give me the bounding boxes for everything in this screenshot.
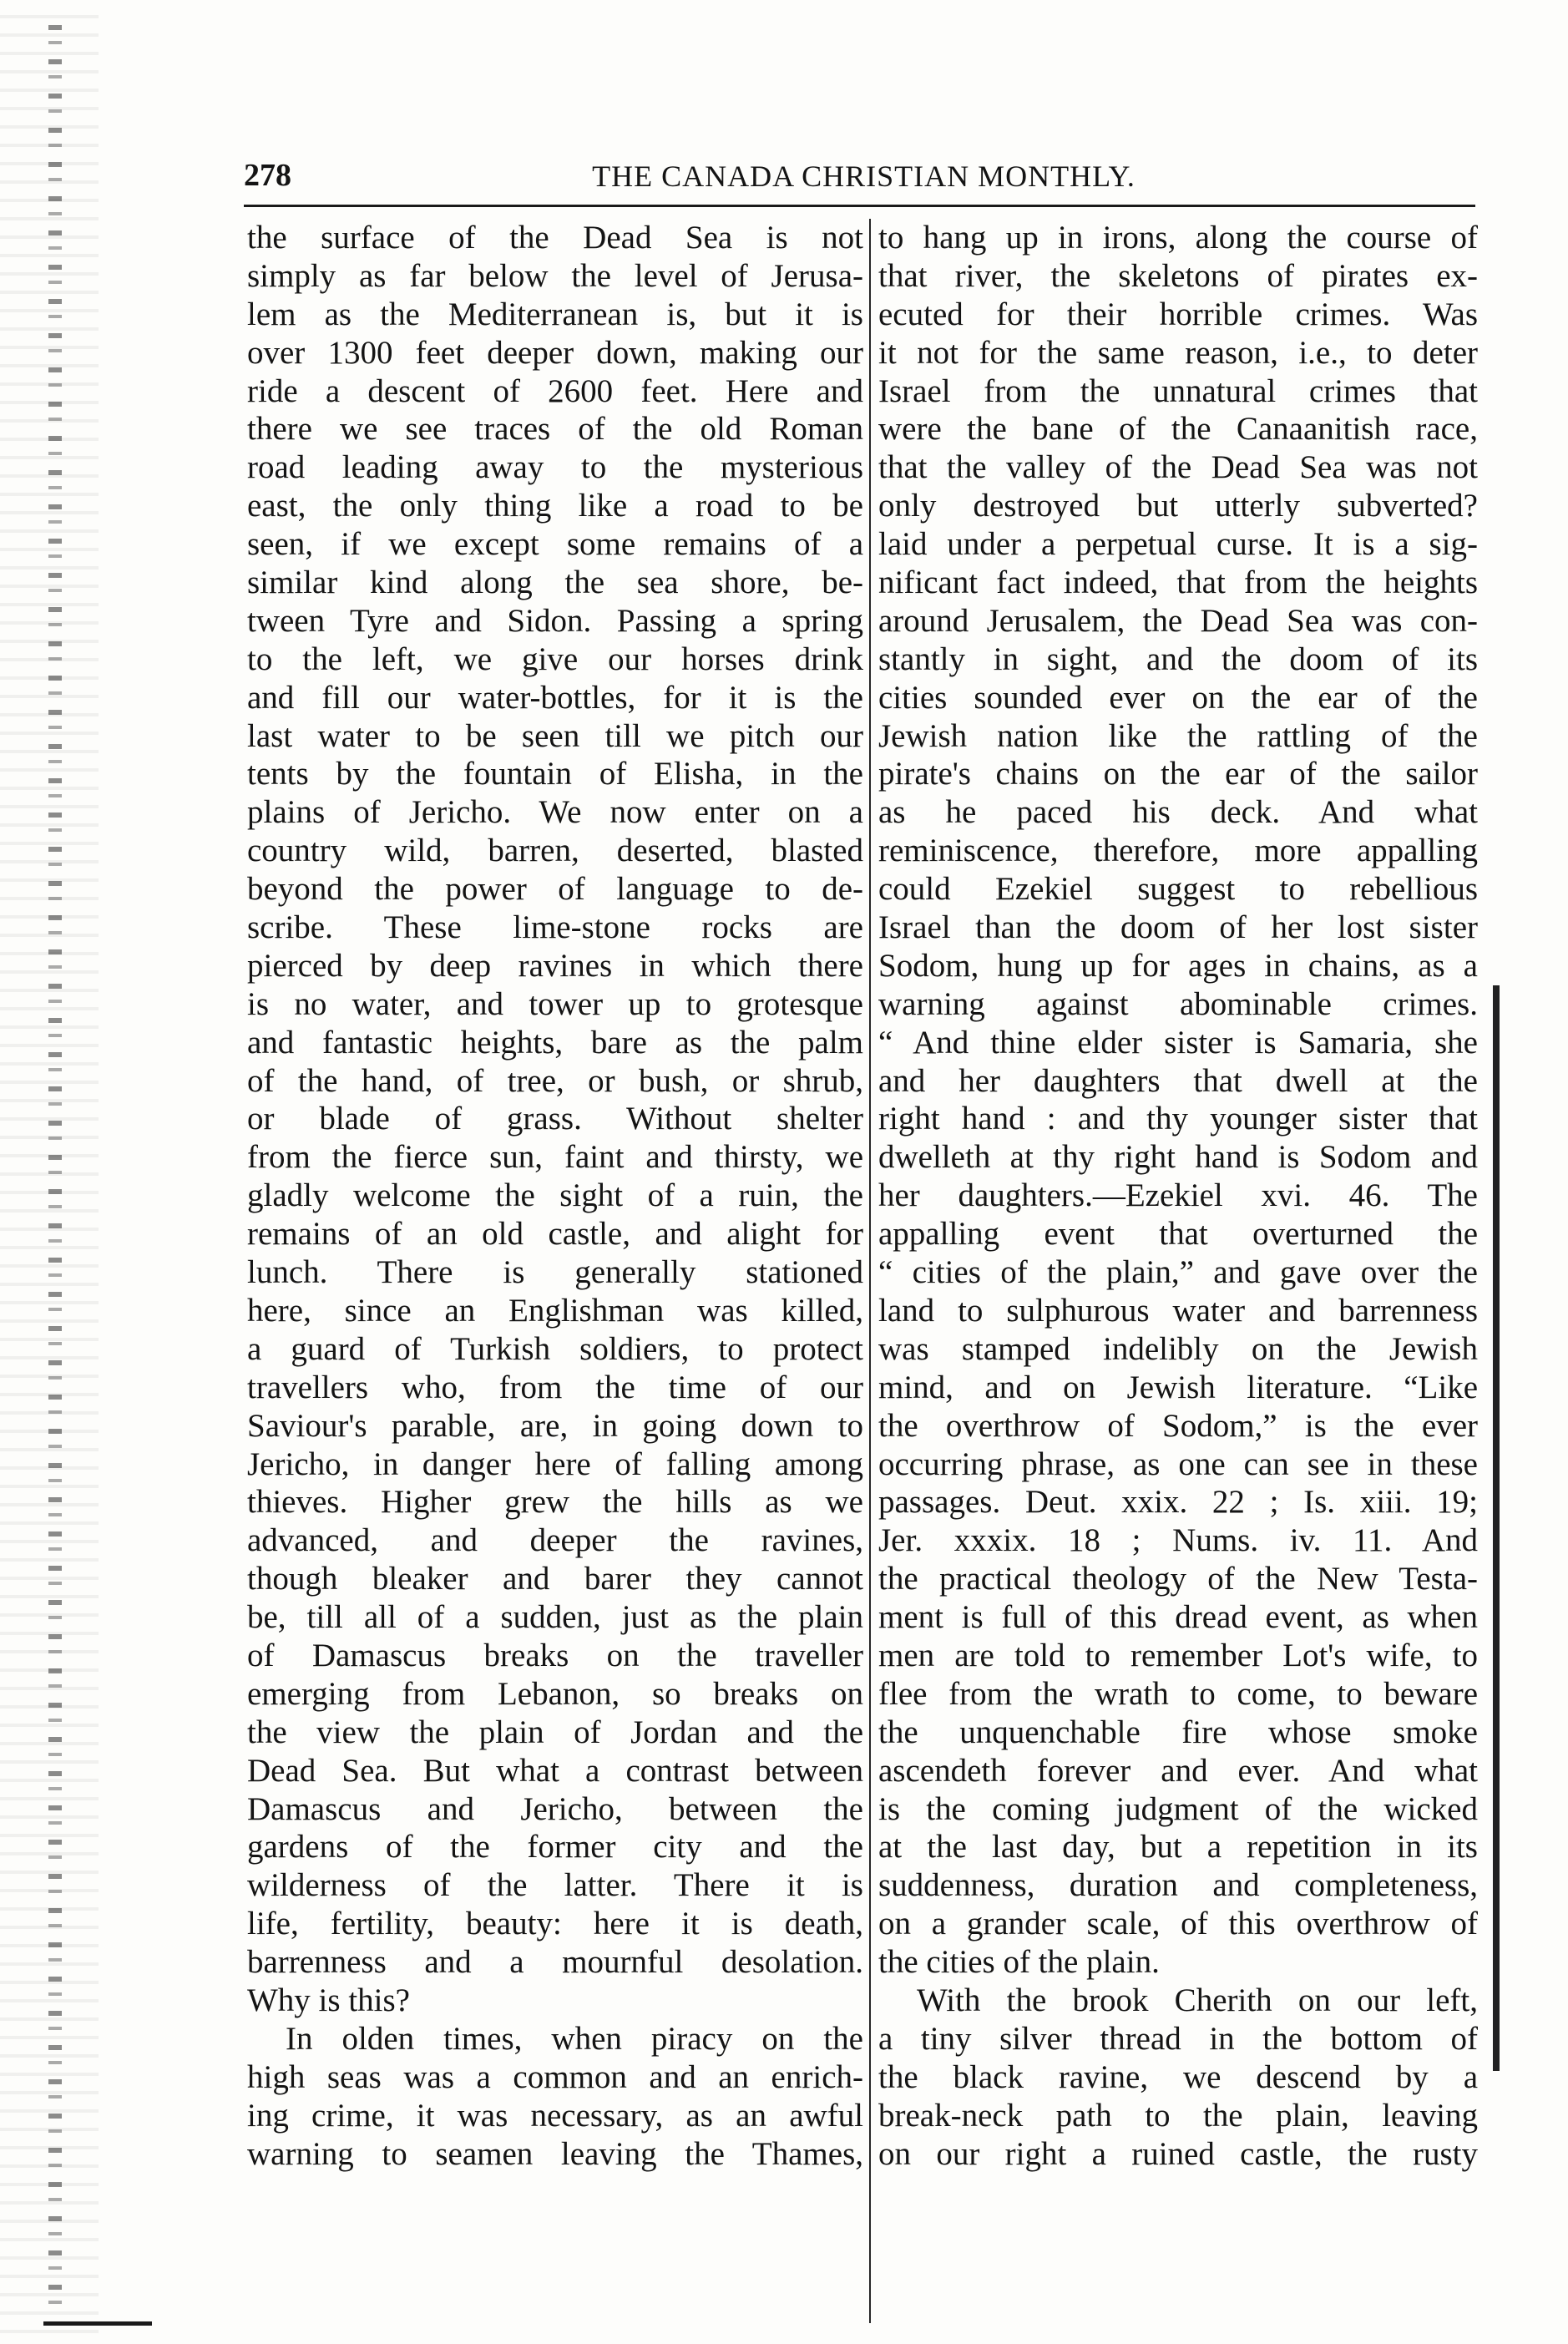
text-line: the overthrow of Sodom,” is the ever bbox=[878, 1407, 1478, 1444]
text-line: that the valley of the Dead Sea was not bbox=[878, 449, 1478, 486]
text-line: to hang up in irons, along the course of bbox=[878, 220, 1478, 256]
left-column bbox=[247, 219, 863, 2327]
text-line: land to sulphurous water and barrenness bbox=[878, 1292, 1478, 1329]
text-line: Saviour's parable, are, in going down to bbox=[247, 1407, 863, 1444]
text-line: road leading away to the mysterious bbox=[247, 449, 863, 486]
text-line: pirate's chains on the ear of the sailor bbox=[878, 756, 1478, 792]
page-number: 278 bbox=[244, 158, 291, 193]
text-line: suddenness, duration and completeness, bbox=[878, 1867, 1478, 1904]
text-line: “ cities of the plain,” and gave over the bbox=[878, 1254, 1478, 1291]
text-line: warning against abominable crimes. bbox=[878, 985, 1478, 1022]
text-line: Israel than the doom of her lost sister bbox=[878, 909, 1478, 946]
text-line: advanced, and deeper the ravines, bbox=[247, 1522, 863, 1559]
text-line: the view the plain of Jordan and the bbox=[247, 1714, 863, 1750]
text-line: men are told to remember Lot's wife, to bbox=[878, 1637, 1478, 1673]
right-column bbox=[878, 219, 1478, 2327]
text-line: from the fierce sun, faint and thirsty, we bbox=[247, 1139, 863, 1176]
text-line: Israel from the unnatural crimes that bbox=[878, 372, 1478, 409]
text-line: tents by the fountain of Elisha, in the bbox=[247, 756, 863, 792]
text-line: flee from the wrath to come, to beware bbox=[878, 1675, 1478, 1712]
text-line: to the left, we give our horses drink bbox=[247, 640, 863, 677]
text-line: mind, and on Jewish literature. “Like bbox=[878, 1369, 1478, 1405]
text-line: pierced by deep ravines in which there bbox=[247, 947, 863, 984]
binding-stitching bbox=[48, 25, 62, 2305]
text-line: of the hand, of tree, or bush, or shrub, bbox=[247, 1062, 863, 1099]
text-line: dwelleth at thy right hand is Sodom and bbox=[878, 1139, 1478, 1176]
text-line: were the bane of the Canaanitish race, bbox=[878, 411, 1478, 448]
text-line: beyond the power of language to de- bbox=[247, 871, 863, 908]
text-line: reminiscence, therefore, more appalling bbox=[878, 833, 1478, 869]
text-line: gardens of the former city and the bbox=[247, 1829, 863, 1866]
text-line: over 1300 feet deeper down, making our bbox=[247, 334, 863, 371]
text-line: ride a descent of 2600 feet. Here and bbox=[247, 372, 863, 409]
text-line: similar kind along the sea shore, be- bbox=[247, 564, 863, 601]
text-line: or blade of grass. Without shelter bbox=[247, 1101, 863, 1137]
text-line: emerging from Lebanon, so breaks on bbox=[247, 1675, 863, 1712]
text-line: ment is full of this dread event, as when bbox=[878, 1599, 1478, 1636]
text-line: appalling event that overturned the bbox=[878, 1216, 1478, 1253]
text-line: Jericho, in danger here of falling among bbox=[247, 1445, 863, 1482]
text-line: could Ezekiel suggest to rebellious bbox=[878, 871, 1478, 908]
text-line: With the brook Cherith on our left, bbox=[917, 1982, 1478, 2018]
text-line: be, till all of a sudden, just as the plain bbox=[247, 1599, 863, 1636]
text-line: is the coming judgment of the wicked bbox=[878, 1790, 1478, 1827]
text-line: ecuted for their horrible crimes. Was bbox=[878, 296, 1478, 332]
text-line: was stamped indelibly on the Jewish bbox=[878, 1330, 1478, 1367]
text-line: on our right a ruined castle, the rusty bbox=[878, 2135, 1478, 2172]
text-line: Dead Sea. But what a contrast between bbox=[247, 1752, 863, 1789]
text-line: on a grander scale, of this overthrow of bbox=[878, 1906, 1478, 1942]
text-line: the black ravine, we descend by a bbox=[878, 2058, 1478, 2095]
text-line: laid under a perpetual curse. It is a sig- bbox=[878, 526, 1478, 563]
text-line: around Jerusalem, the Dead Sea was con- bbox=[878, 602, 1478, 639]
text-line: there we see traces of the old Roman bbox=[247, 411, 863, 448]
text-line: here, since an Englishman was killed, bbox=[247, 1292, 863, 1329]
page-header bbox=[244, 157, 1484, 202]
text-line: lem as the Mediterranean is, but it is bbox=[247, 296, 863, 332]
text-line: a guard of Turkish soldiers, to protect bbox=[247, 1330, 863, 1367]
text-line: life, fertility, beauty: here it is death, bbox=[247, 1906, 863, 1942]
text-line: “ And thine elder sister is Samaria, she bbox=[878, 1024, 1478, 1061]
text-line: the surface of the Dead Sea is not bbox=[247, 220, 863, 256]
text-line: and fill our water-bottles, for it is the bbox=[247, 679, 863, 716]
column-divider bbox=[869, 219, 871, 2323]
text-line: barrenness and a mournful desolation. bbox=[247, 1944, 863, 1981]
text-line: only destroyed but utterly subverted? bbox=[878, 488, 1478, 524]
text-line: thieves. Higher grew the hills as we bbox=[247, 1484, 863, 1521]
bottom-rule bbox=[43, 2321, 152, 2326]
text-line: of Damascus breaks on the traveller bbox=[247, 1637, 863, 1673]
text-line: Why is this? bbox=[247, 1982, 410, 2018]
text-line: high seas was a common and an enrich- bbox=[247, 2058, 863, 2095]
text-line: is no water, and tower up to grotesque bbox=[247, 985, 863, 1022]
text-line: In olden times, when piracy on the bbox=[286, 2020, 863, 2057]
text-line: it not for the same reason, i.e., to deter bbox=[878, 334, 1478, 371]
page-edge-shadow bbox=[1493, 985, 1500, 2071]
text-line: stantly in sight, and the doom of its bbox=[878, 640, 1478, 677]
text-line: break-neck path to the plain, leaving bbox=[878, 2097, 1478, 2134]
text-line: a tiny silver thread in the bottom of bbox=[878, 2020, 1478, 2057]
text-line: and fantastic heights, bare as the palm bbox=[247, 1024, 863, 1061]
text-line: scribe. These lime-stone rocks are bbox=[247, 909, 863, 946]
text-line: wilderness of the latter. There it is bbox=[247, 1867, 863, 1904]
text-line: her daughters.—Ezekiel xvi. 46. The bbox=[878, 1177, 1478, 1214]
text-line: occurring phrase, as one can see in these bbox=[878, 1445, 1478, 1482]
text-line: cities sounded ever on the ear of the bbox=[878, 679, 1478, 716]
text-line: at the last day, but a repetition in its bbox=[878, 1829, 1478, 1866]
text-line: last water to be seen till we pitch our bbox=[247, 717, 863, 754]
text-line: Damascus and Jericho, between the bbox=[247, 1790, 863, 1827]
text-line: country wild, barren, deserted, blasted bbox=[247, 833, 863, 869]
text-line: the practical theology of the New Testa- bbox=[878, 1561, 1478, 1597]
text-line: the cities of the plain. bbox=[878, 1944, 1160, 1981]
text-line: tween Tyre and Sidon. Passing a spring bbox=[247, 602, 863, 639]
text-line: simply as far below the level of Jerusa- bbox=[247, 257, 863, 294]
text-line: ascendeth forever and ever. And what bbox=[878, 1752, 1478, 1789]
text-line: plains of Jericho. We now enter on a bbox=[247, 794, 863, 831]
text-line: seen, if we except some remains of a bbox=[247, 526, 863, 563]
text-line: and her daughters that dwell at the bbox=[878, 1062, 1478, 1099]
header-rule bbox=[244, 205, 1475, 207]
text-line: as he paced his deck. And what bbox=[878, 794, 1478, 831]
text-line: Jer. xxxix. 18 ; Nums. iv. 11. And bbox=[878, 1522, 1478, 1559]
text-line: remains of an old castle, and alight for bbox=[247, 1216, 863, 1253]
text-line: travellers who, from the time of our bbox=[247, 1369, 863, 1405]
text-line: that river, the skeletons of pirates ex- bbox=[878, 257, 1478, 294]
text-line: passages. Deut. xxix. 22 ; Is. xiii. 19; bbox=[878, 1484, 1478, 1521]
text-line: east, the only thing like a road to be bbox=[247, 488, 863, 524]
text-line: the unquenchable fire whose smoke bbox=[878, 1714, 1478, 1750]
text-line: nificant fact indeed, that from the heights bbox=[878, 564, 1478, 601]
text-line: gladly welcome the sight of a ruin, the bbox=[247, 1177, 863, 1214]
text-line: Jewish nation like the rattling of the bbox=[878, 717, 1478, 754]
text-line: ing crime, it was necessary, as an awful bbox=[247, 2097, 863, 2134]
text-line: lunch. There is generally stationed bbox=[247, 1254, 863, 1291]
text-line: right hand : and thy younger sister that bbox=[878, 1101, 1478, 1137]
text-line: though bleaker and barer they cannot bbox=[247, 1561, 863, 1597]
running-title: THE CANADA CHRISTIAN MONTHLY. bbox=[592, 159, 1136, 193]
text-line: Sodom, hung up for ages in chains, as a bbox=[878, 947, 1478, 984]
text-line: warning to seamen leaving the Thames, bbox=[247, 2135, 863, 2172]
